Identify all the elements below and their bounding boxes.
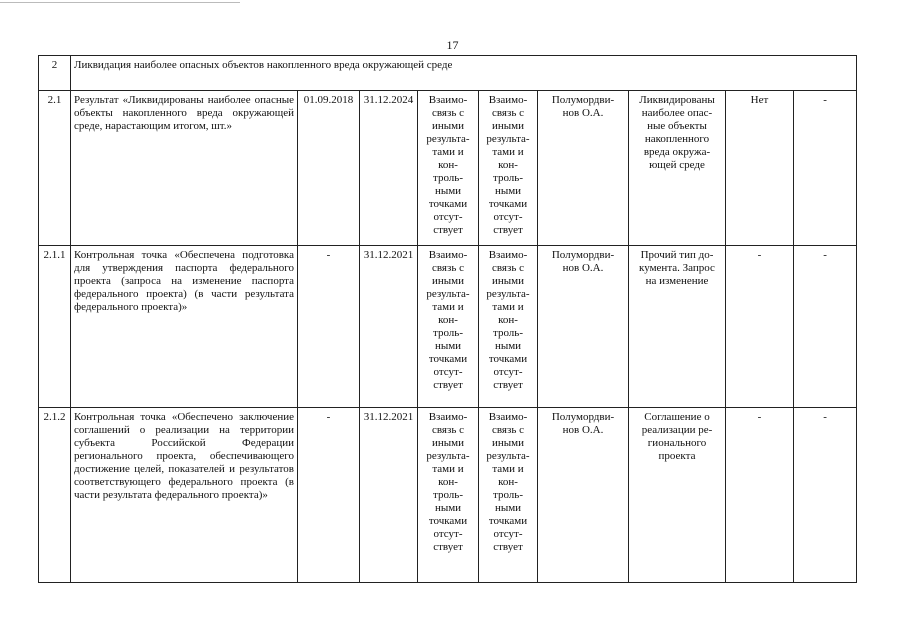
cell-line: троль- (433, 327, 463, 339)
section-number: 2 (39, 56, 71, 91)
document-cell (629, 246, 726, 408)
cell-line: результа- (486, 133, 530, 145)
predecessor-cell (418, 408, 479, 583)
level-cell: - (726, 408, 794, 583)
cell-line: наиболее опас- (641, 107, 713, 119)
cell-line: ствует (493, 224, 523, 236)
cell-line: тами и (492, 301, 524, 313)
start-date: 01.09.2018 (298, 91, 360, 246)
cell-line: связь с (492, 424, 524, 436)
cell-line: ные объекты (647, 120, 707, 132)
cell-line: ствует (433, 224, 463, 236)
cell-line: результа- (426, 288, 470, 300)
cell-line: связь с (432, 262, 464, 274)
page-number: 17 (446, 38, 459, 52)
cell-line: иными (431, 437, 464, 449)
cell-line: связь с (492, 262, 524, 274)
cell-line: связь с (432, 424, 464, 436)
cell-line: результа- (486, 450, 530, 462)
section-row (39, 56, 857, 91)
cell-line: Полумордви- (551, 411, 615, 423)
cell-line: ствует (493, 379, 523, 391)
row-name: Контрольная точка «Обеспечена подготовка для утверждения паспорта федерального проекта (запроса на изменение паспорта федерального проекта) (в части результата федерального проекта)» (71, 246, 298, 408)
cell-line: связь с (492, 107, 524, 119)
cell-line: точками (488, 515, 528, 527)
cell-line: тами и (492, 146, 524, 158)
start-date: - (298, 408, 360, 583)
cell-line: нов О.А. (562, 262, 604, 274)
cell-line: Прочий тип до- (640, 249, 714, 261)
cell-line: точками (428, 515, 468, 527)
cell-line: кон- (438, 159, 458, 171)
cell-line: иными (431, 120, 464, 132)
cell-line: отсут- (433, 366, 463, 378)
cell-line: Взаимо- (428, 249, 468, 261)
cell-line: тами и (432, 146, 464, 158)
cell-line: кон- (498, 476, 518, 488)
info-cell: - (794, 91, 857, 246)
responsible-cell (538, 91, 629, 246)
cell-line: ствует (433, 379, 463, 391)
cell-line: накопленного (644, 133, 710, 145)
header-rule (0, 2, 240, 3)
cell-line: результа- (486, 288, 530, 300)
cell-line: троль- (493, 172, 523, 184)
end-date: 31.12.2021 (360, 408, 418, 583)
document-cell (629, 91, 726, 246)
cell-line: кон- (498, 159, 518, 171)
cell-line: ными (494, 340, 522, 352)
info-cell: - (794, 246, 857, 408)
cell-line: ными (494, 185, 522, 197)
cell-line: вреда окружа- (643, 146, 711, 158)
cell-line: иными (491, 275, 524, 287)
cell-line: отсут- (433, 528, 463, 540)
responsible-cell (538, 408, 629, 583)
cell-line: иными (491, 437, 524, 449)
cell-line: отсут- (493, 528, 523, 540)
table-row (39, 246, 857, 408)
cell-line: Полумордви- (551, 94, 615, 106)
cell-line: реализации ре- (641, 424, 713, 436)
cell-line: точками (428, 198, 468, 210)
row-number: 2.1 (39, 91, 71, 246)
cell-line: гионального (647, 437, 707, 449)
cell-line: Взаимо- (488, 411, 528, 423)
cell-line: ными (494, 502, 522, 514)
row-name: Контрольная точка «Обеспечено заключение соглашений о реализации на территории субъекта Российской Федерации регионального проекта, обеспечивающего достижение целей, показателей и результатов соответствующего федерального проекта (в части результата федерального проекта)» (71, 408, 298, 583)
cell-line: иными (491, 120, 524, 132)
successor-cell (479, 408, 538, 583)
cell-line: троль- (493, 489, 523, 501)
cell-line: тами и (492, 463, 524, 475)
cell-line: кон- (438, 314, 458, 326)
cell-line: нов О.А. (562, 424, 604, 436)
cell-line: отсут- (433, 211, 463, 223)
cell-line: Полумордви- (551, 249, 615, 261)
cell-line: отсут- (493, 211, 523, 223)
cell-line: тами и (432, 301, 464, 313)
cell-line: точками (428, 353, 468, 365)
cell-line: результа- (426, 450, 470, 462)
cell-line: точками (488, 198, 528, 210)
row-number: 2.1.2 (39, 408, 71, 583)
cell-line: проекта (658, 450, 696, 462)
plan-table (38, 55, 857, 583)
table-row (39, 91, 857, 246)
cell-line: троль- (433, 172, 463, 184)
cell-line: результа- (426, 133, 470, 145)
cell-line: кон- (438, 476, 458, 488)
cell-line: Взаимо- (488, 94, 528, 106)
cell-line: ствует (493, 541, 523, 553)
responsible-cell (538, 246, 629, 408)
cell-line: ными (434, 502, 462, 514)
row-number: 2.1.1 (39, 246, 71, 408)
cell-line: троль- (493, 327, 523, 339)
successor-cell (479, 246, 538, 408)
cell-line: Ликвидированы (639, 94, 715, 106)
cell-line: отсут- (493, 366, 523, 378)
cell-line: троль- (433, 489, 463, 501)
cell-line: ствует (433, 541, 463, 553)
cell-line: кон- (498, 314, 518, 326)
cell-line: кумента. Запрос (639, 262, 715, 274)
cell-line: нов О.А. (562, 107, 604, 119)
row-name: Результат «Ликвидированы наиболее опасные объекты накопленного вреда окружающей среде, нарастающим итогом, шт.» (71, 91, 298, 246)
cell-line: ющей среде (649, 159, 705, 171)
cell-line: Взаимо- (428, 94, 468, 106)
cell-line: ными (434, 340, 462, 352)
cell-line: Соглашение о (644, 411, 710, 423)
cell-line: точками (488, 353, 528, 365)
cell-line: Взаимо- (488, 249, 528, 261)
table-row (39, 408, 857, 583)
document-cell (629, 408, 726, 583)
end-date: 31.12.2021 (360, 246, 418, 408)
predecessor-cell (418, 91, 479, 246)
level-cell: Нет (726, 91, 794, 246)
cell-line: Взаимо- (428, 411, 468, 423)
end-date: 31.12.2024 (360, 91, 418, 246)
successor-cell (479, 91, 538, 246)
cell-line: ными (434, 185, 462, 197)
cell-line: на изменение (645, 275, 709, 287)
level-cell: - (726, 246, 794, 408)
info-cell: - (794, 408, 857, 583)
cell-line: тами и (432, 463, 464, 475)
cell-line: иными (431, 275, 464, 287)
predecessor-cell (418, 246, 479, 408)
start-date: - (298, 246, 360, 408)
cell-line: связь с (432, 107, 464, 119)
section-title: Ликвидация наиболее опасных объектов накопленного вреда окружающей среде (71, 56, 857, 91)
